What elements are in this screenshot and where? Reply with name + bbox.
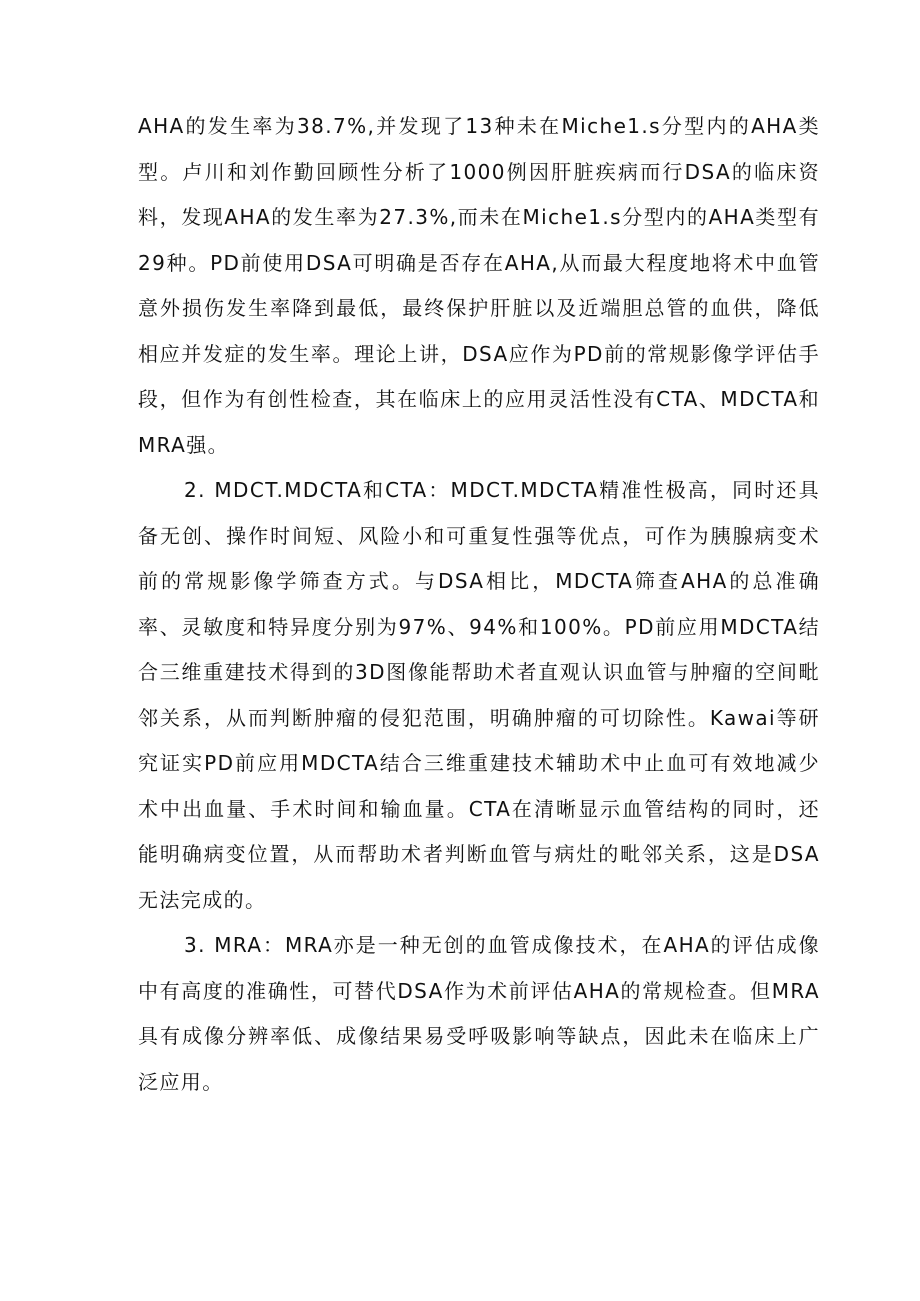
paragraph-aha-incidence: AHA的发生率为38.7%,并发现了13种未在Miche1.s分型内的AHA类型。卢川和刘作勤回顾性分析了1000例因肝脏疾病而行DSA的临床资料，发现AHA的发生率为27.3%,而未在Miche1.s分型内的AHA类型有29种。PD前使用DSA可明确是否存在AHA,从而最大程度地将术中血管意外损伤发生率降到最低，最终保护肝脏以及近端胆总管的血供，降低相应并发症的发生率。理论上讲，DSA应作为PD前的常规影像学评估手段，但作为有创性检查，其在临床上的应用灵活性没有CTA、MDCTA和MRA强。 [138, 114, 820, 457]
document-body [138, 104, 820, 1105]
paragraph-mdcta-cta: 2. MDCT.MDCTA和CTA：MDCT.MDCTA精准性极高，同时还具备无创、操作时间短、风险小和可重复性强等优点，可作为胰腺病变术前的常规影像学筛查方式。与DSA相比，MDCTA筛查AHA的总准确率、灵敏度和特异度分别为97%、94%和100%。PD前应用MDCTA结合三维重建技术得到的3D图像能帮助术者直观认识血管与肿瘤的空间毗邻关系，从而判断肿瘤的侵犯范围，明确肿瘤的可切除性。Kawai等研究证实PD前应用MDCTA结合三维重建技术辅助术中止血可有效地减少术中出血量、手术时间和输血量。CTA在清晰显示血管结构的同时，还能明确病变位置，从而帮助术者判断血管与病灶的毗邻关系，这是DSA无法完成的。 [138, 478, 820, 912]
paragraph-mra: 3. MRA：MRA亦是一种无创的血管成像技术，在AHA的评估成像中有高度的准确性，可替代DSA作为术前评估AHA的常规检查。但MRA具有成像分辨率低、成像结果易受呼吸影响等缺点，因此未在临床上广泛应用。 [138, 933, 820, 1094]
